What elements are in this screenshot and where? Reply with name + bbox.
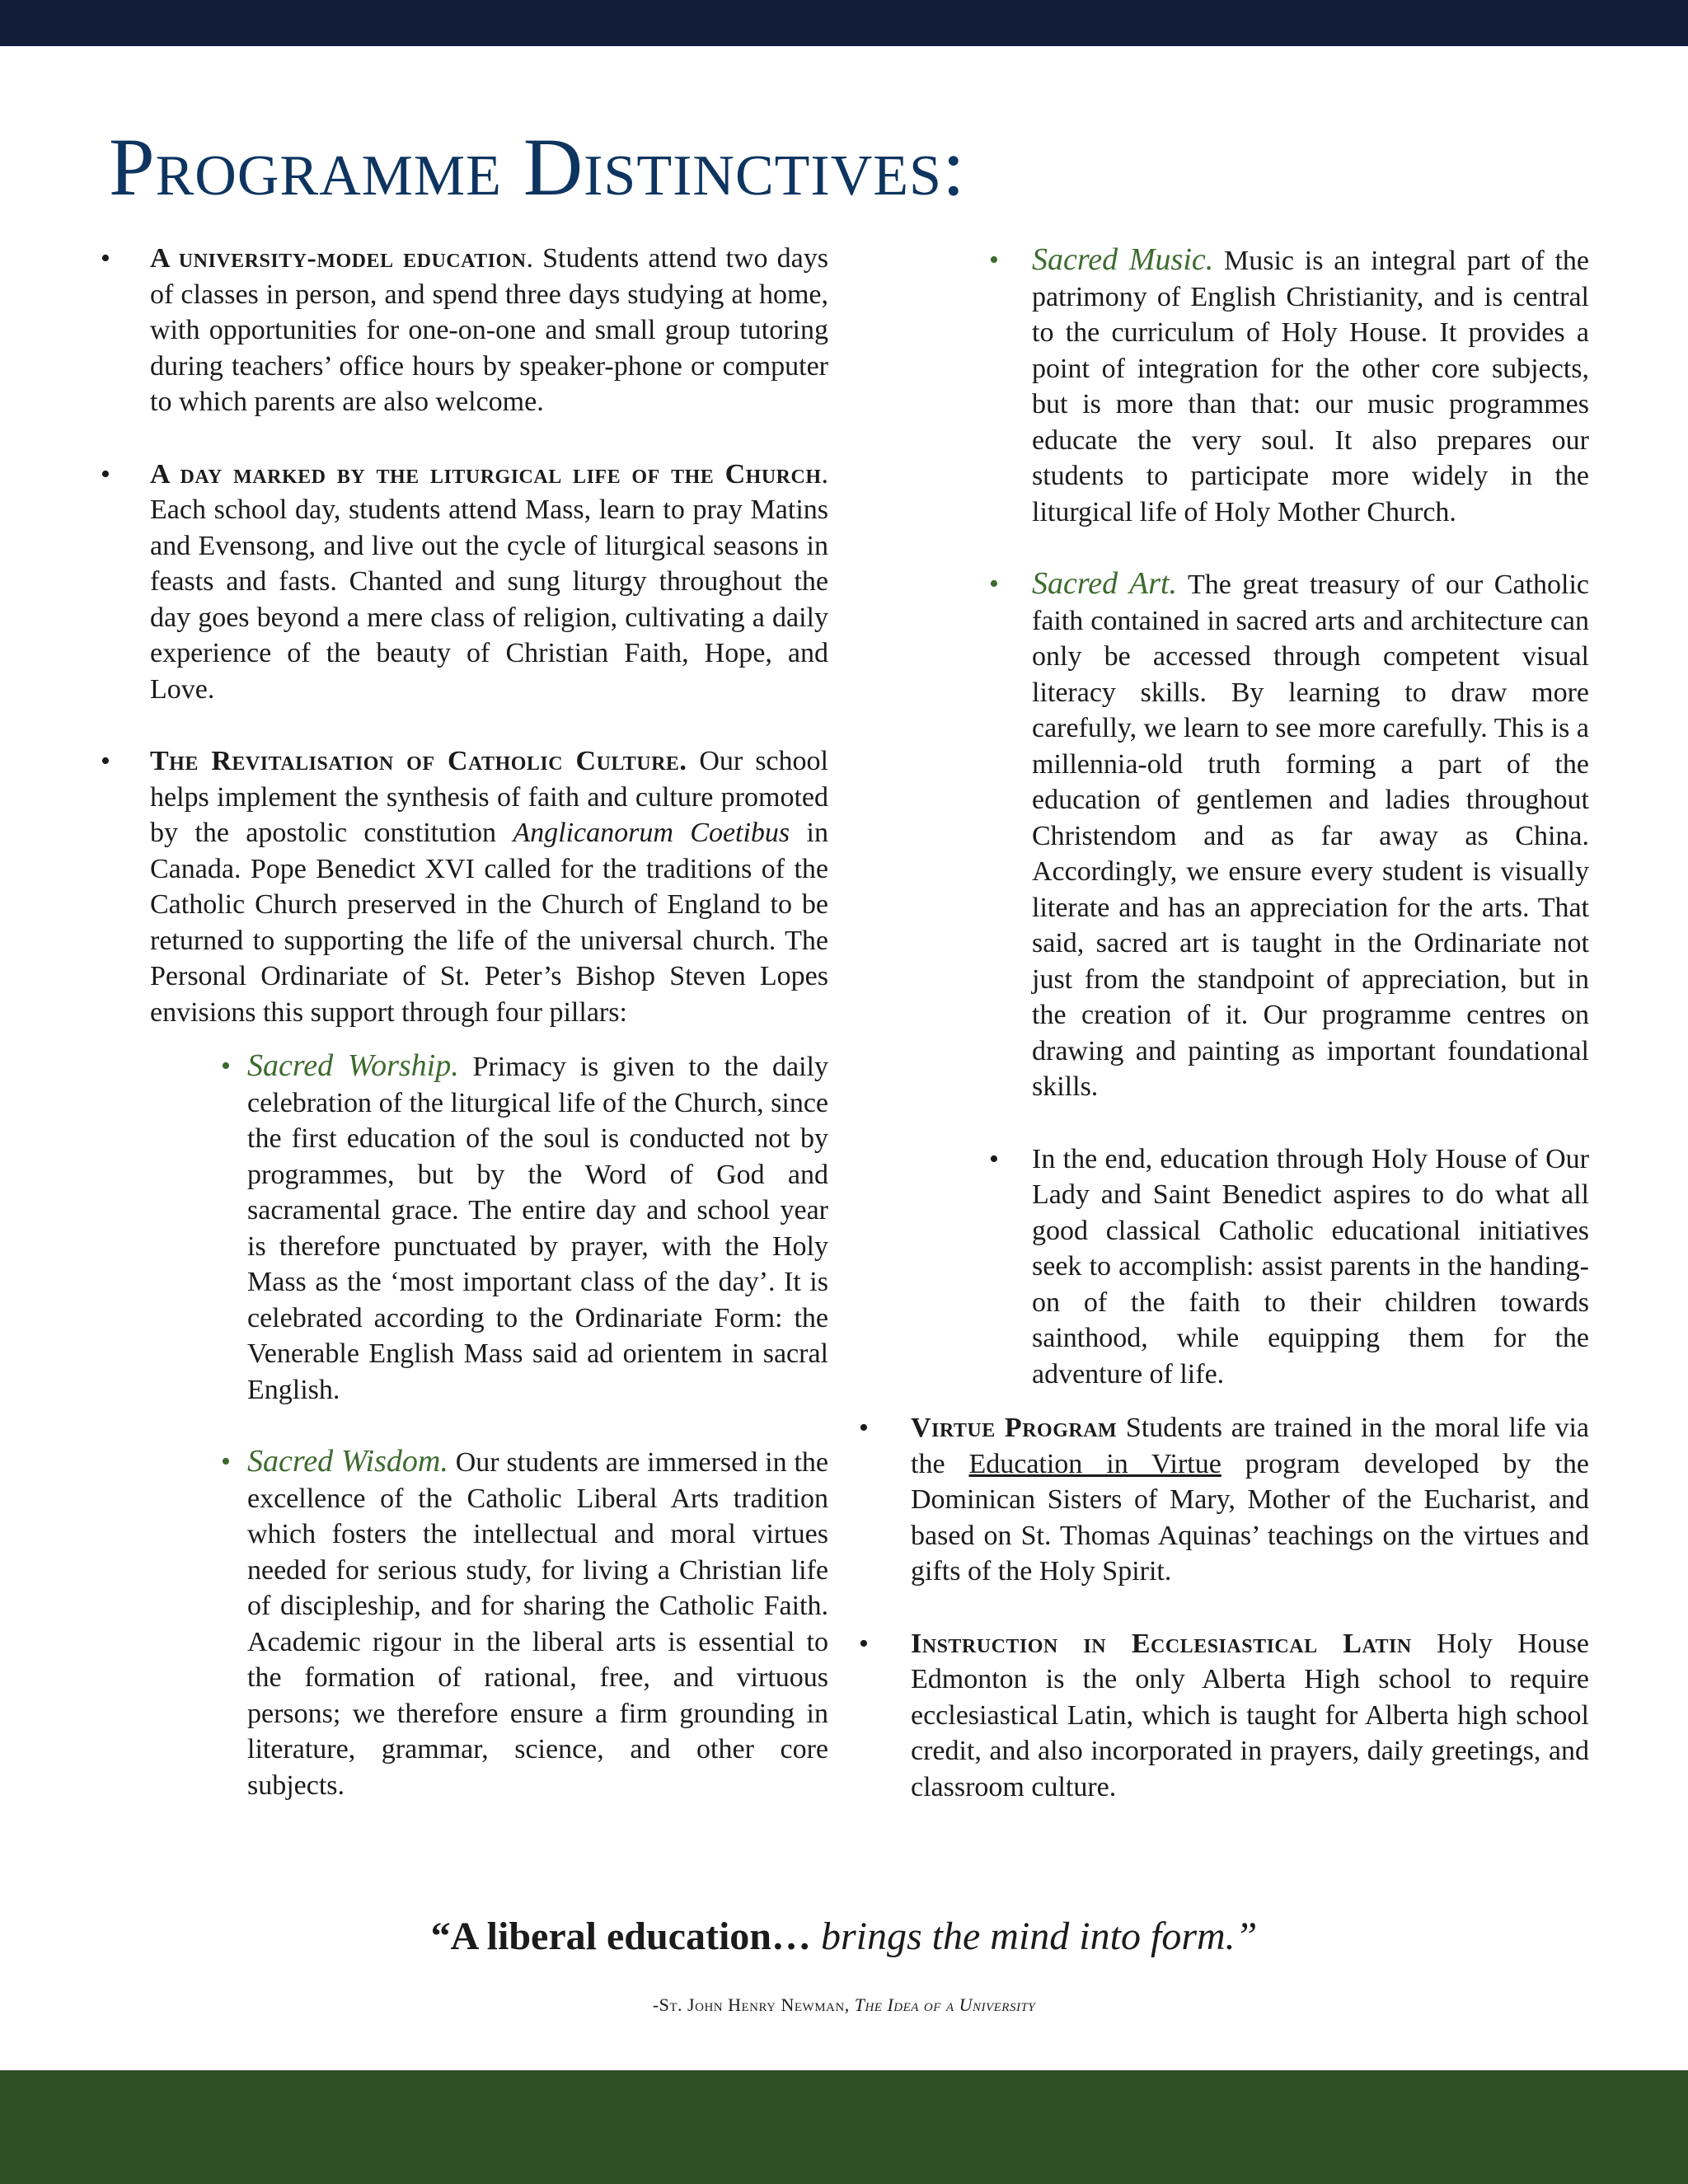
right-column [849, 242, 1589, 1841]
bullet-icon: • [101, 243, 110, 274]
pillar-text: Music is an integral part of the patrimony of English Christianity, and is central to the curriculum of Holy House. It provides a point of integration for the other core subjects, but is more than that: our music programmes educate the very soul. It also prepares our students to participate more widely in the liturgical life of Holy Mother Church. [1032, 246, 1589, 527]
item-text: Holy House Edmonton is the only Alberta High school to require ecclesiastical Latin, which is taught for Alberta high school credit, and also incorporated in prayers, daily greetings, and classroom culture. [911, 1628, 1589, 1802]
pillar-sacred-wisdom [188, 1444, 828, 1803]
item-text: . Each school day, students attend Mass, learn to pray Matins and Evensong, and live out the cycle of liturgical seasons in feasts and fasts. Chanted and sung liturgy throughout the day goes beyond a mere class of religion, cultivating a daily experience of the beauty of Christian Faith, Hope, and Love. [150, 458, 828, 705]
pillar-lead: Sacred Wisdom. [247, 1444, 448, 1479]
list-item-university-model [91, 241, 828, 420]
pillars-list-left [91, 1048, 828, 1803]
attribution-book: The Idea of a University [849, 1994, 1036, 2015]
page-title: Programme Distinctives: [109, 121, 966, 213]
pillars-list-right [849, 242, 1589, 1392]
list-item-catholic-culture [91, 743, 828, 1030]
education-in-virtue-link[interactable]: Education in Virtue [968, 1448, 1221, 1479]
item-paragraph [150, 457, 828, 708]
list-item-liturgical-day [91, 457, 828, 708]
bullet-icon: • [101, 746, 110, 776]
pillar-paragraph [247, 1444, 828, 1803]
pillar-text: Our students are immersed in the excellence of the Catholic Liberal Arts tradition which fosters the intellectual and moral virtues needed for serious study, for living a Christian life of discipleship, and for sharing the Catholic Faith. Academic rigour in the liberal arts is essential to the formation of rational, free, and virtuous persons; we therefore ensure a firm grounding in literature, grammar, science, and other core subjects. [247, 1447, 828, 1801]
closing-paragraph: In the end, education through Holy House of Our Lady and Saint Benedict aspires to do what all good classical Catholic educational initiatives seek to accomplish: assist parents in the handing-on of the faith to their children towards sainthood, while equipping them for the adventure of life. [1032, 1143, 1589, 1390]
list-item-virtue-program [849, 1410, 1589, 1590]
pillar-paragraph [1032, 566, 1589, 1105]
item-paragraph [150, 743, 828, 1030]
bullet-icon: • [221, 1051, 231, 1081]
left-column [91, 241, 828, 1840]
bullet-icon: • [859, 1628, 869, 1659]
quote-bold: “A liberal education… [430, 1915, 811, 1958]
item-paragraph [150, 241, 828, 420]
bullet-icon: • [221, 1446, 231, 1477]
item-lead: Instruction in Ecclesiastical Latin [911, 1628, 1412, 1659]
quote-italic: brings the mind into form.” [810, 1915, 1258, 1958]
bottom-banner [0, 2070, 1688, 2184]
pillar-text: The great treasury of our Catholic faith contained in sacred arts and architecture can only be accessed through competent visual literacy skills. By learning to draw more carefully, we learn to see more carefully. This is a millennia-old truth forming a part of the education of gentlemen and ladies throughout Christendom and as far away as China. Accordingly, we ensure every student is visually literate and has an appreciation for the arts. That said, sacred art is taught in the Ordinariate not just from the standpoint of appreciation, but in the creation of it. Our programme centres on drawing and painting as important foundational skills. [1032, 569, 1590, 1102]
pillar-lead: Sacred Art. [1032, 566, 1178, 601]
item-lead: The Revitalisation of Catholic Culture. [150, 746, 687, 776]
bullet-icon: • [101, 458, 110, 490]
newman-quote [0, 1914, 1688, 1959]
item-text: . Students attend two days of classes in person, and spend three days studying at home, with opportunities for one-on-one and small group tutoring during teachers’ office hours by speaker-phone or computer to which parents are also welcome. [150, 243, 828, 417]
item-paragraph [911, 1626, 1589, 1806]
attribution-author: -St. John Henry Newman, [652, 1994, 850, 2015]
item-text: Students are trained in the moral life via the [911, 1413, 1590, 1479]
item-lead: A day marked by the liturgical life of the Church [150, 458, 822, 490]
item-paragraph [911, 1410, 1589, 1590]
pillar-text: Primacy is given to the daily celebration of the liturgical life of the Church, since the first education of the soul is conducted not by programmes, but by the Word of God and sacramental grace. The entire day and school year is therefore punctuated by prayer, with the Holy Mass as the ‘most important class of the day’. It is celebrated according to the Ordinariate Form: the Venerable English Mass said ad orientem in sacral English. [247, 1052, 828, 1405]
item-text: in Canada. Pope Benedict XVI called for the traditions of the Catholic Church preserved in the Church of England to be returned to supporting the life of the universal church. The Personal Ordinariate of St. Peter’s Bishop Steven Lopes envisions this support through four pillars: [150, 818, 828, 1028]
item-text: Our school helps implement the synthesis of faith and culture promoted by the apostolic constitution [150, 746, 828, 848]
bullet-icon: • [989, 569, 999, 599]
list-item-ecclesiastical-latin [849, 1626, 1589, 1806]
item-lead: Virtue Program [911, 1413, 1118, 1443]
closing-item [956, 1141, 1589, 1393]
bullet-icon: • [989, 1143, 999, 1174]
item-text-italic: Anglicanorum Coetibus [513, 818, 790, 848]
top-banner [0, 0, 1688, 46]
pillar-lead: Sacred Music. [1032, 242, 1214, 277]
pillar-paragraph [247, 1048, 828, 1408]
bullet-icon: • [859, 1413, 869, 1443]
bullet-icon: • [989, 245, 999, 275]
pillar-sacred-worship [188, 1048, 828, 1408]
item-text: program developed by the Dominican Sisters of Mary, Mother of the Eucharist, and based on St. Thomas Aquinas’ teachings on the virtues and gifts of the Holy Spirit. [911, 1448, 1589, 1586]
pillar-lead: Sacred Worship. [247, 1048, 459, 1083]
pillar-paragraph [1032, 242, 1589, 530]
item-lead: A university-model education [150, 243, 527, 274]
pillar-sacred-art [956, 566, 1589, 1105]
pillar-sacred-music [956, 242, 1589, 530]
quote-attribution [0, 1994, 1688, 2016]
